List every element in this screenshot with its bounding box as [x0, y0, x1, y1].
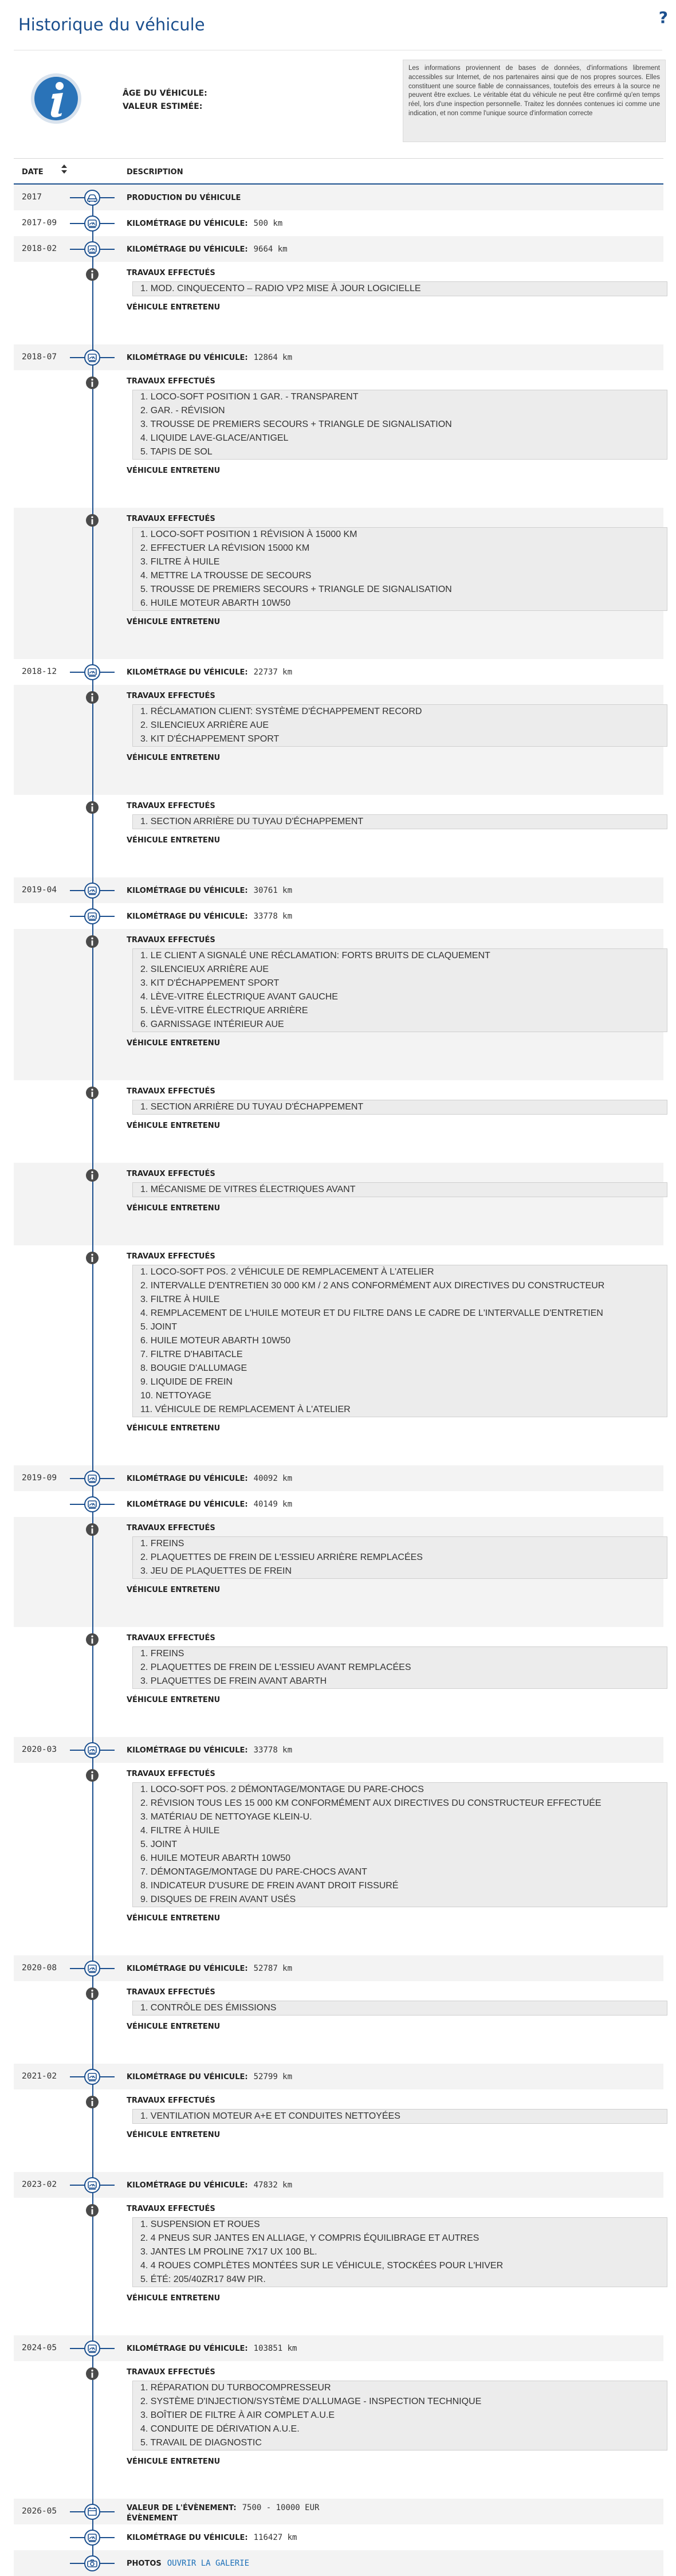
works-row	[14, 685, 663, 795]
works-row	[14, 2198, 663, 2335]
works-row	[14, 1080, 663, 1163]
event-value-label: VALEUR DE L'ÉVÈNEMENT:	[127, 2504, 237, 2512]
photos-entry	[127, 2559, 249, 2568]
mileage-value: 103851 km	[253, 2344, 297, 2353]
mileage-value: 40149 km	[253, 1500, 293, 1509]
mileage-label: KILOMÉTRAGE DU VÉHICULE:	[127, 1965, 248, 1973]
row-date: 2019-04	[22, 885, 57, 895]
works-item: 3. TROUSSE DE PREMIERS SECOURS + TRIANGLE DE SIGNALISATION	[140, 419, 452, 429]
works-item: 3. JEU DE PLAQUETTES DE FREIN	[140, 1566, 292, 1576]
row-date: 2017-09	[22, 218, 57, 228]
mileage-label: KILOMÉTRAGE DU VÉHICULE:	[127, 2073, 248, 2081]
works-row	[14, 508, 663, 659]
estimated-value-label: VALEUR ESTIMÉE:	[123, 102, 203, 111]
works-item: 5. TAPIS DE SOL	[140, 447, 213, 457]
row-date: 2026-05	[22, 2507, 57, 2516]
works-item: 2. PLAQUETTES DE FREIN DE L'ESSIEU ARRIÈRE REMPLACÉES	[140, 1552, 423, 1562]
maintenance-label: VÉHICULE ENTRETENU	[127, 836, 221, 845]
works-item: 5. LÈVE-VITRE ÉLECTRIQUE ARRIÈRE	[140, 1006, 308, 1015]
info-icon	[84, 1631, 101, 1648]
row-date: 2018-07	[22, 352, 57, 362]
works-item: 4. 4 ROUES COMPLÈTES MONTÉES SUR LE VÉHICULE, STOCKÉES POUR L'HIVER	[140, 2261, 504, 2271]
works-item: 1. SUSPENSION ET ROUES	[140, 2220, 260, 2229]
mileage-label: KILOMÉTRAGE DU VÉHICULE:	[127, 2534, 248, 2542]
maintenance-label: VÉHICULE ENTRETENU	[127, 1039, 221, 1048]
mileage-label: KILOMÉTRAGE DU VÉHICULE:	[127, 1475, 248, 1483]
works-row	[14, 1627, 663, 1737]
odometer-icon	[84, 241, 101, 258]
works-list	[132, 2001, 667, 2016]
mileage-value: 52799 km	[253, 2072, 293, 2081]
works-title: TRAVAUX EFFECTUÉS	[127, 1524, 215, 1532]
vehicle-age-label: ÂGE DU VÉHICULE:	[123, 89, 207, 98]
works-item: 1. MOD. CINQUECENTO – RADIO VP2 MISE À JOUR LOGICIELLE	[140, 284, 421, 293]
timeline-row	[14, 185, 663, 210]
works-item: 3. BOÎTIER DE FILTRE À AIR COMPLET A.U.E	[140, 2410, 335, 2420]
mileage-entry	[127, 2072, 292, 2081]
info-icon	[84, 689, 101, 706]
works-item: 3. KIT D'ÉCHAPPEMENT SPORT	[140, 978, 280, 988]
mileage-label: KILOMÉTRAGE DU VÉHICULE:	[127, 219, 248, 228]
works-item: 5. TRAVAIL DE DIAGNOSTIC	[140, 2438, 262, 2448]
works-row	[14, 1763, 663, 1955]
mileage-entry	[127, 1964, 292, 1973]
calendar-icon	[84, 2503, 101, 2520]
mileage-label: KILOMÉTRAGE DU VÉHICULE:	[127, 887, 248, 895]
mileage-label: KILOMÉTRAGE DU VÉHICULE:	[127, 668, 248, 677]
works-list	[132, 1182, 667, 1197]
timeline-row	[14, 1465, 663, 1491]
mileage-value: 33778 km	[253, 1746, 293, 1755]
mileage-value: 12864 km	[253, 353, 293, 362]
works-list	[132, 2381, 667, 2450]
maintenance-label: VÉHICULE ENTRETENU	[127, 2131, 221, 2139]
sort-icon[interactable]	[61, 163, 68, 177]
odometer-icon	[84, 1960, 101, 1977]
works-item: 11. VÉHICULE DE REMPLACEMENT À L'ATELIER	[140, 1405, 351, 1414]
timeline-row	[14, 2499, 663, 2524]
works-item: 6. GARNISSAGE INTÉRIEUR AUE	[140, 1020, 284, 1029]
odometer-icon	[84, 2177, 101, 2194]
works-list	[132, 1646, 667, 1689]
info-icon	[84, 933, 101, 950]
works-row	[14, 1981, 663, 2064]
works-item: 3. FILTRE À HUILE	[140, 557, 220, 567]
odometer-icon	[84, 2340, 101, 2357]
works-item: 6. HUILE MOTEUR ABARTH 10W50	[140, 598, 290, 608]
timeline-row	[14, 659, 663, 685]
works-item: 1. LE CLIENT A SIGNALÉ UNE RÉCLAMATION: FORTS BRUITS DE CLAQUEMENT	[140, 951, 490, 960]
works-item: 2. SILENCIEUX ARRIÈRE AUE	[140, 964, 269, 974]
mileage-entry	[127, 1746, 292, 1755]
column-description: DESCRIPTION	[127, 168, 183, 177]
page-header	[0, 0, 676, 50]
works-item: 2. SYSTÈME D'INJECTION/SYSTÈME D'ALLUMAGE - INSPECTION TECHNIQUE	[140, 2397, 482, 2406]
works-row	[14, 1245, 663, 1465]
maintenance-label: VÉHICULE ENTRETENU	[127, 1586, 221, 1594]
info-icon	[84, 374, 101, 391]
timeline-row	[14, 236, 663, 262]
mileage-entry	[127, 2181, 292, 2190]
table-header	[14, 158, 663, 185]
works-list	[132, 1100, 667, 1115]
odometer-icon	[84, 882, 101, 899]
photos-label: PHOTOS	[127, 2559, 162, 2568]
works-item: 1. RÉPARATION DU TURBOCOMPRESSEUR	[140, 2383, 331, 2393]
works-list	[132, 948, 667, 1032]
row-date: 2024-05	[22, 2343, 57, 2352]
works-item: 1. LOCO-SOFT POS. 2 DÉMONTAGE/MONTAGE DU PARE-CHOCS	[140, 1785, 424, 1794]
car-icon	[84, 189, 101, 206]
vehicle-info	[0, 50, 676, 154]
works-item: 1. LOCO-SOFT POSITION 1 GAR. - TRANSPARENT	[140, 392, 359, 402]
maintenance-label: VÉHICULE ENTRETENU	[127, 2457, 221, 2466]
odometer-icon	[84, 1496, 101, 1513]
works-list	[132, 390, 667, 460]
timeline-row	[14, 344, 663, 370]
mileage-entry	[127, 353, 292, 362]
mileage-label: KILOMÉTRAGE DU VÉHICULE:	[127, 2344, 248, 2353]
works-item: 9. DISQUES DE FREIN AVANT USÉS	[140, 1895, 296, 1904]
info-icon	[84, 2202, 101, 2219]
works-title: TRAVAUX EFFECTUÉS	[127, 802, 215, 810]
works-item: 1. RÉCLAMATION CLIENT: SYSTÈME D'ÉCHAPPEMENT RECORD	[140, 707, 422, 716]
camera-icon[interactable]	[84, 2555, 101, 2572]
mileage-entry	[127, 2344, 297, 2353]
timeline-row	[14, 2335, 663, 2361]
works-item: 2. SILENCIEUX ARRIÈRE AUE	[140, 720, 269, 730]
works-item: 6. HUILE MOTEUR ABARTH 10W50	[140, 1336, 290, 1346]
works-list	[132, 2109, 667, 2124]
works-row	[14, 262, 663, 344]
works-row	[14, 1163, 663, 1245]
works-title: TRAVAUX EFFECTUÉS	[127, 269, 215, 277]
works-item: 1. VENTILATION MOTEUR A+E ET CONDUITES NETTOYÉES	[140, 2111, 400, 2121]
works-item: 4. REMPLACEMENT DE L'HUILE MOTEUR ET DU FILTRE DANS LE CADRE DE L'INTERVALLE D'ENTRETIEN	[140, 1308, 603, 1318]
production-label: PRODUCTION DU VÉHICULE	[127, 194, 241, 202]
works-row	[14, 2089, 663, 2172]
info-icon	[84, 512, 101, 529]
event-value: 7500 - 10000 EUR	[242, 2503, 320, 2512]
works-item: 7. FILTRE D'HABITACLE	[140, 1350, 243, 1359]
works-title: TRAVAUX EFFECTUÉS	[127, 2368, 215, 2377]
mileage-value: 52787 km	[253, 1964, 293, 1973]
info-icon	[84, 266, 101, 283]
works-list	[132, 1265, 667, 1417]
maintenance-label: VÉHICULE ENTRETENU	[127, 303, 221, 312]
timeline-row	[14, 877, 663, 903]
timeline-row	[14, 1737, 663, 1763]
odometer-icon	[84, 1742, 101, 1759]
mileage-value: 40092 km	[253, 1474, 293, 1483]
works-item: 2. EFFECTUER LA RÉVISION 15000 KM	[140, 543, 310, 553]
row-date: 2018-02	[22, 244, 57, 253]
timeline-row	[14, 2064, 663, 2089]
row-date: 2020-08	[22, 1963, 57, 1973]
works-item: 3. PLAQUETTES DE FREIN AVANT ABARTH	[140, 1676, 327, 1686]
works-row	[14, 2361, 663, 2499]
works-item: 3. MATÉRIAU DE NETTOYAGE KLEIN-U.	[140, 1812, 312, 1822]
timeline-line	[92, 508, 93, 659]
works-title: TRAVAUX EFFECTUÉS	[127, 1087, 215, 1096]
works-item: 1. FREINS	[140, 1539, 184, 1548]
info-icon	[84, 1767, 101, 1784]
works-item: 9. LIQUIDE DE FREIN	[140, 1377, 233, 1387]
timeline-row	[14, 2524, 663, 2550]
maintenance-label: VÉHICULE ENTRETENU	[127, 466, 221, 475]
mileage-value: 30761 km	[253, 886, 293, 895]
works-row	[14, 1517, 663, 1627]
row-date: 2019-09	[22, 1473, 57, 1483]
odometer-icon	[84, 2068, 101, 2085]
works-list	[132, 1536, 667, 1579]
works-item: 5. JOINT	[140, 1840, 178, 1849]
odometer-icon	[84, 215, 101, 232]
mileage-label: KILOMÉTRAGE DU VÉHICULE:	[127, 354, 248, 362]
maintenance-label: VÉHICULE ENTRETENU	[127, 1914, 221, 1923]
works-item: 1. CONTRÔLE DES ÉMISSIONS	[140, 2003, 277, 2013]
works-item: 1. LOCO-SOFT POSITION 1 RÉVISION À 15000 KM	[140, 530, 357, 539]
odometer-icon	[84, 664, 101, 681]
works-item: 3. KIT D'ÉCHAPPEMENT SPORT	[140, 734, 280, 744]
works-item: 4. CONDUITE DE DÉRIVATION A.U.E.	[140, 2424, 300, 2434]
page-title: Historique du véhicule	[18, 15, 205, 34]
works-title: TRAVAUX EFFECTUÉS	[127, 1634, 215, 1642]
mileage-entry	[127, 1474, 292, 1483]
odometer-icon	[84, 908, 101, 925]
event-label: ÉVÈNEMENT	[127, 2514, 178, 2523]
timeline-row	[14, 903, 663, 929]
info-icon	[84, 1167, 101, 1184]
works-title: TRAVAUX EFFECTUÉS	[127, 1988, 215, 1997]
maintenance-label: VÉHICULE ENTRETENU	[127, 618, 221, 626]
info-icon	[84, 1521, 101, 1538]
works-item: 1. SECTION ARRIÈRE DU TUYAU D'ÉCHAPPEMENT	[140, 1102, 364, 1112]
works-item: 5. ÉTÉ: 205/40ZR17 84W PIR.	[140, 2275, 266, 2284]
odometer-icon	[84, 1470, 101, 1487]
works-item: 1. MÉCANISME DE VITRES ÉLECTRIQUES AVANT	[140, 1185, 356, 1194]
maintenance-label: VÉHICULE ENTRETENU	[127, 2022, 221, 2031]
timeline-row	[14, 2550, 663, 2576]
info-icon	[84, 1985, 101, 2002]
works-item: 1. FREINS	[140, 1649, 184, 1658]
row-date: 2023-02	[22, 2180, 57, 2189]
works-title: TRAVAUX EFFECTUÉS	[127, 692, 215, 700]
mileage-value: 22737 km	[253, 668, 293, 677]
works-item: 8. INDICATEUR D'USURE DE FREIN AVANT DROIT FISSURÉ	[140, 1881, 399, 1891]
works-item: 1. SECTION ARRIÈRE DU TUYAU D'ÉCHAPPEMENT	[140, 817, 364, 826]
works-item: 4. FILTRE À HUILE	[140, 1826, 220, 1836]
works-item: 7. DÉMONTAGE/MONTAGE DU PARE-CHOCS AVANT	[140, 1867, 367, 1877]
works-title: TRAVAUX EFFECTUÉS	[127, 2096, 215, 2105]
works-title: TRAVAUX EFFECTUÉS	[127, 377, 215, 386]
open-gallery-link[interactable]: OUVRIR LA GALERIE	[167, 2559, 250, 2568]
info-icon	[84, 2365, 101, 2382]
timeline-line	[92, 929, 93, 1080]
works-item: 8. BOUGIE D'ALLUMAGE	[140, 1363, 247, 1373]
info-icon	[84, 1084, 101, 1101]
works-item: 2. INTERVALLE D'ENTRETIEN 30 000 KM / 2 ANS CONFORMÉMENT AUX DIRECTIVES DU CONSTRUCTEUR	[140, 1281, 605, 1291]
info-icon	[84, 1249, 101, 1267]
maintenance-label: VÉHICULE ENTRETENU	[127, 754, 221, 762]
maintenance-label: VÉHICULE ENTRETENU	[127, 1204, 221, 1213]
works-title: TRAVAUX EFFECTUÉS	[127, 515, 215, 523]
works-item: 5. JOINT	[140, 1322, 178, 1332]
works-item: 2. GAR. - RÉVISION	[140, 406, 225, 415]
works-title: TRAVAUX EFFECTUÉS	[127, 1170, 215, 1178]
works-list	[132, 1782, 667, 1907]
works-list	[132, 281, 667, 296]
disclaimer-note: Les informations proviennent de bases de données, d'informations librement accessibles sur Internet, de nos partenaires ainsi que de nos propres sources. Elles constituent une source fiable de connaissances, toutefois des erreurs à la source ne peuvent être exclues. Le véritable état du véhicule ne peut être confirmé qu'en temps réel, lors d'une inspection personnelle. Traitez les données contenues ici comme une indication, et non comme l'unique source d'information correcte	[403, 60, 666, 142]
odometer-icon	[84, 349, 101, 366]
mileage-entry	[127, 886, 292, 895]
works-row	[14, 370, 663, 508]
works-item: 3. FILTRE À HUILE	[140, 1295, 220, 1304]
works-title: TRAVAUX EFFECTUÉS	[127, 1252, 215, 1261]
mileage-value: 500 km	[253, 219, 283, 228]
row-date: 2021-02	[22, 2072, 57, 2081]
maintenance-label: VÉHICULE ENTRETENU	[127, 2294, 221, 2303]
mileage-value: 47832 km	[253, 2181, 293, 2190]
mileage-entry	[127, 668, 292, 677]
works-item: 10. NETTOYAGE	[140, 1391, 211, 1401]
works-item: 4. LÈVE-VITRE ÉLECTRIQUE AVANT GAUCHE	[140, 992, 338, 1002]
info-icon	[84, 799, 101, 816]
works-title: TRAVAUX EFFECTUÉS	[127, 1770, 215, 1778]
odometer-icon	[84, 2529, 101, 2546]
works-item: 4. LIQUIDE LAVE-GLACE/ANTIGEL	[140, 433, 289, 443]
mileage-value: 9664 km	[253, 245, 288, 254]
mileage-label: KILOMÉTRAGE DU VÉHICULE:	[127, 2181, 248, 2190]
mileage-entry	[127, 219, 282, 228]
mileage-entry	[127, 245, 288, 254]
works-title: TRAVAUX EFFECTUÉS	[127, 2205, 215, 2213]
works-list	[132, 527, 667, 611]
works-item: 2. RÉVISION TOUS LES 15 000 KM CONFORMÉMENT AUX DIRECTIVES DU CONSTRUCTEUR EFFECTUÉE	[140, 1798, 602, 1808]
timeline-line	[92, 1245, 93, 1465]
mileage-label: KILOMÉTRAGE DU VÉHICULE:	[127, 1746, 248, 1755]
row-date: 2020-03	[22, 1745, 57, 1754]
help-icon[interactable]: ?	[658, 8, 668, 27]
works-item: 6. HUILE MOTEUR ABARTH 10W50	[140, 1853, 290, 1863]
works-list	[132, 704, 667, 747]
row-date: 2018-12	[22, 667, 57, 676]
mileage-entry	[127, 2533, 297, 2542]
works-row	[14, 929, 663, 1080]
works-row	[14, 795, 663, 877]
timeline-row	[14, 210, 663, 236]
works-item: 5. TROUSSE DE PREMIERS SECOURS + TRIANGLE DE SIGNALISATION	[140, 585, 452, 594]
works-title: TRAVAUX EFFECTUÉS	[127, 936, 215, 944]
works-list	[132, 2217, 667, 2287]
works-item: 1. LOCO-SOFT POS. 2 VÉHICULE DE REMPLACEMENT À L'ATELIER	[140, 1267, 434, 1277]
works-item: 4. METTRE LA TROUSSE DE SECOURS	[140, 571, 312, 581]
maintenance-label: VÉHICULE ENTRETENU	[127, 1122, 221, 1130]
timeline-row	[14, 1491, 663, 1517]
works-item: 2. PLAQUETTES DE FREIN DE L'ESSIEU AVANT REMPLACÉES	[140, 1663, 411, 1672]
mileage-value: 116427 km	[253, 2533, 297, 2542]
mileage-label: KILOMÉTRAGE DU VÉHICULE:	[127, 912, 248, 921]
timeline-row	[14, 2172, 663, 2198]
maintenance-label: VÉHICULE ENTRETENU	[127, 1424, 221, 1433]
maintenance-label: VÉHICULE ENTRETENU	[127, 1696, 221, 1704]
column-date[interactable]: DATE	[22, 168, 44, 177]
row-date: 2017	[22, 193, 42, 202]
mileage-label: KILOMÉTRAGE DU VÉHICULE:	[127, 1500, 248, 1509]
mileage-label: KILOMÉTRAGE DU VÉHICULE:	[127, 245, 248, 254]
mileage-value: 33778 km	[253, 912, 293, 921]
mileage-entry	[127, 1500, 292, 1509]
mileage-entry	[127, 912, 292, 921]
timeline-line	[92, 1763, 93, 1955]
works-item: 2. 4 PNEUS SUR JANTES EN ALLIAGE, Y COMPRIS ÉQUILIBRAGE ET AUTRES	[140, 2233, 480, 2243]
works-list	[132, 814, 667, 829]
timeline-row	[14, 1955, 663, 1981]
info-logo-icon	[30, 72, 82, 128]
works-item: 3. JANTES LM PROLINE 7X17 UX 100 BL.	[140, 2247, 317, 2257]
event-value-entry	[127, 2503, 319, 2512]
info-icon	[84, 2093, 101, 2111]
